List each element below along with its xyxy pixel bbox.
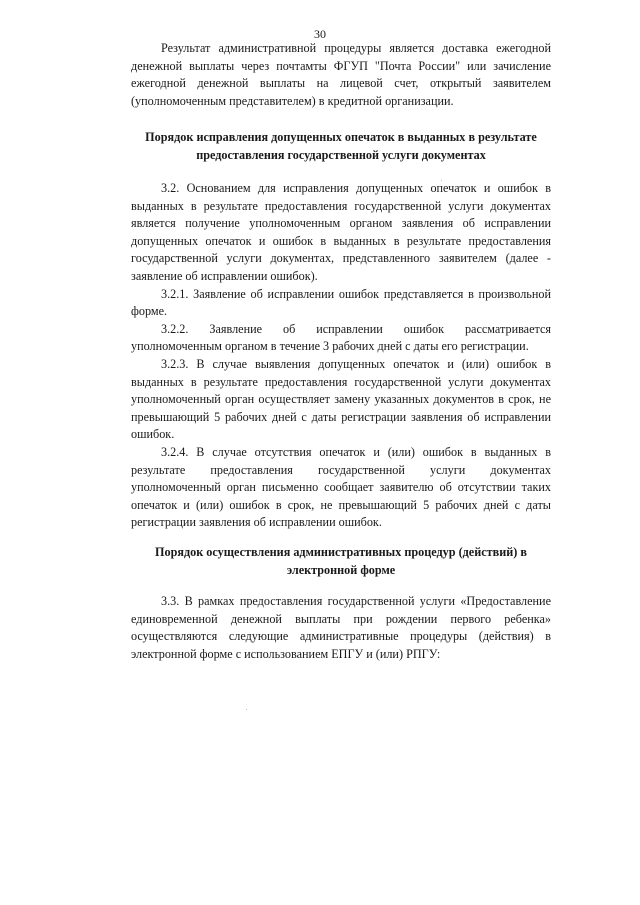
intro-paragraph: Результат административной процедуры является доставка ежегодной денежной выплаты через почтамты ФГУП "Почта России" или зачисление ежегодной денежной выплаты на лицевой счет, открытый заявителем (уполномоченным представителем) в кредитной организации. <box>131 41 551 108</box>
paragraph-3-2: 3.2. Основанием для исправления допущенных опечаток и ошибок в выданных в результате предоставления государственной услуги документах является получение уполномоченным органом заявления об исправлении допущенных опечаток и ошибок в выданных в результате предоставления государственной услуги документах, представленного заявителем (далее - заявление об исправлении ошибок). <box>131 181 551 283</box>
section-electronic-heading: Порядок осуществления административных процедур (действий) в электронной форме <box>155 545 527 577</box>
scan-speck <box>441 180 442 181</box>
page-number: 30 <box>314 27 326 41</box>
paragraph-3-2-3: 3.2.3. В случае выявления допущенных опечаток и (или) ошибок в выданных в результате предоставления государственной услуги документах уполномоченный орган осуществляет замену указанных документов в срок, не превышающий 5 рабочих дней с даты регистрации заявления об исправлении ошибок. <box>131 356 551 442</box>
paragraph-3-2-2: 3.2.2. Заявление об исправлении ошибок рассматривается уполномоченным органом в течение 3 рабочих дней с даты его регистрации. <box>131 321 551 354</box>
intro-block <box>131 40 551 110</box>
paragraph-3-2-4: 3.2.4. В случае отсутствия опечаток и (или) ошибок в выданных в результате предоставления государственной услуги документах уполномоченный орган письменно сообщает заявителю об отсутствии таких опечаток и (или) ошибок в срок, не превышающий 5 рабочих дней с даты регистрации заявления об исправлении ошибок. <box>131 444 551 530</box>
scan-speck <box>246 709 247 710</box>
section-errors-body <box>131 180 551 532</box>
paragraph-3-2-1: 3.2.1. Заявление об исправлении ошибок представляется в произвольной форме. <box>131 286 551 319</box>
paragraph-3-3: 3.3. В рамках предоставления государственной услуги «Предоставление единовременной денежной выплаты при рождении первого ребенка» осуществляются следующие административные процедуры (действия) в электронной форме с использованием ЕПГУ и (или) РПГУ: <box>131 594 551 661</box>
section-errors-heading: Порядок исправления допущенных опечаток в выданных в результате предоставления государственной услуги документах <box>145 130 537 162</box>
section-electronic-body <box>131 593 551 663</box>
